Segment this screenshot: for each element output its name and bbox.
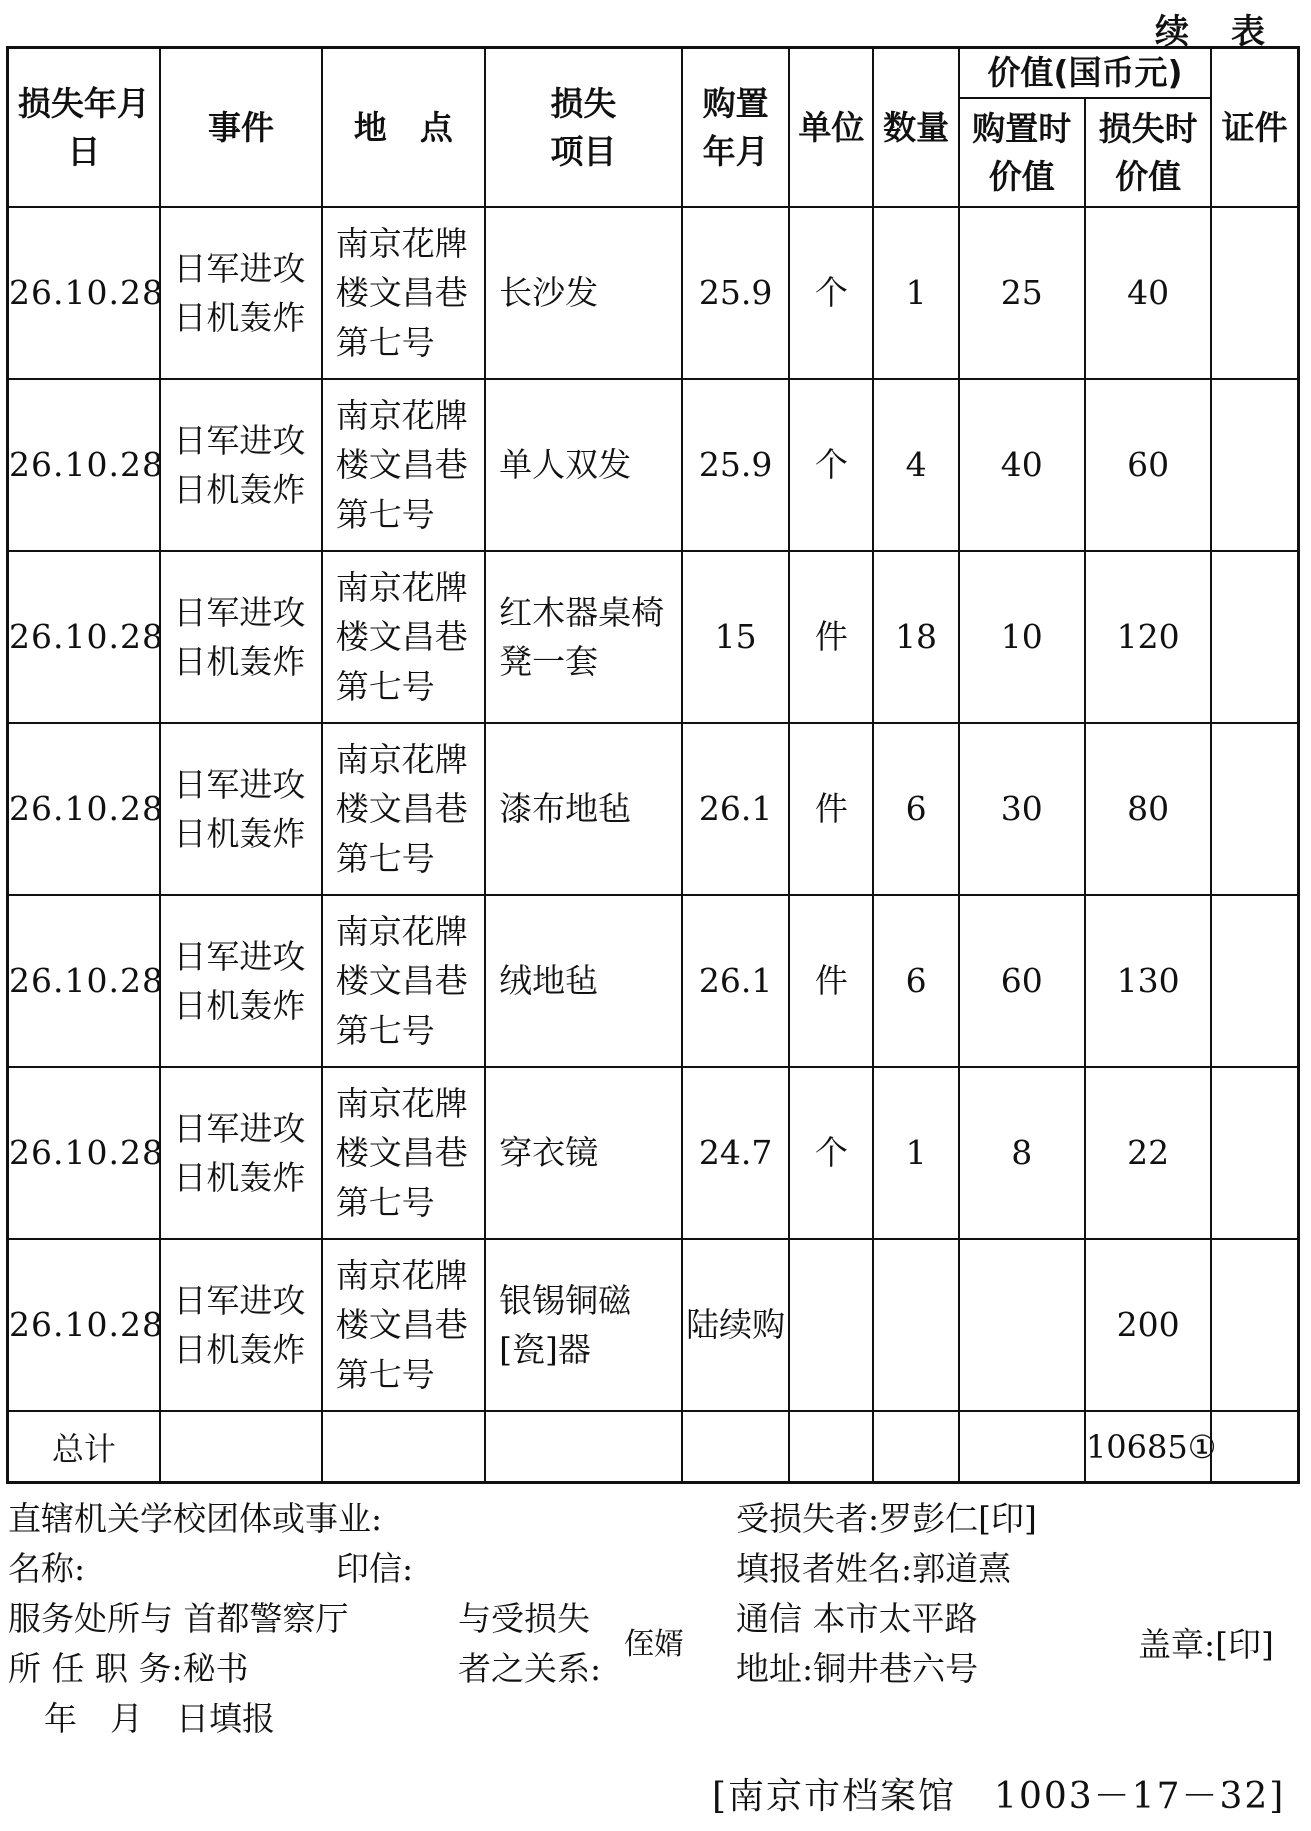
header-quantity: 数量 <box>873 48 958 208</box>
cell-certificate <box>1211 551 1298 723</box>
cell-value-purchase <box>959 207 1085 379</box>
cell-certificate <box>1211 207 1298 379</box>
cell-certificate <box>1211 1067 1298 1239</box>
org-label-line2: 名称: <box>8 1549 86 1588</box>
cell-item <box>485 895 682 1067</box>
cell-date-text: 26.10.28 <box>9 273 164 313</box>
cell-event <box>160 551 322 723</box>
cell-purchase-date-text: 24.7 <box>698 1133 773 1173</box>
cell-purchase-date-text: 15 <box>714 617 757 657</box>
cell-value-loss-text: 60 <box>1127 445 1170 485</box>
cell-item <box>485 1239 682 1411</box>
cell-value-purchase <box>959 1067 1085 1239</box>
loss-table <box>6 46 1300 1484</box>
cell-quantity-text: 6 <box>905 789 927 829</box>
cell-unit <box>789 1239 873 1411</box>
cell-place <box>322 1067 484 1239</box>
cell-certificate <box>1211 723 1298 895</box>
cell-place-text: 南京花牌楼文昌巷第七号 <box>335 1083 468 1222</box>
cell-purchase-date-text: 25.9 <box>698 445 773 485</box>
table-row <box>8 1239 1299 1411</box>
header-place: 地 点 <box>322 48 484 208</box>
table-row <box>8 895 1299 1067</box>
cell-value-loss <box>1085 723 1211 895</box>
table-row <box>8 379 1299 551</box>
cell-quantity <box>873 1239 958 1411</box>
cell-item-text: 单人双发 <box>499 445 632 485</box>
cell-date-text: 26.10.28 <box>9 617 164 657</box>
cell-place-text: 南京花牌楼文昌巷第七号 <box>335 911 468 1050</box>
address-line-2: 地址:铜井巷六号 <box>736 1649 979 1688</box>
total-value-loss: 10685① <box>1085 1411 1211 1483</box>
total-label: 总计 <box>8 1411 160 1483</box>
cell-certificate <box>1211 379 1298 551</box>
header-value-purchase-text: 购置时价值 <box>972 108 1072 196</box>
cell-unit <box>789 895 873 1067</box>
archive-reference: [南京市档案馆 1003－17－32] <box>712 1776 1286 1817</box>
cell-place-text: 南京花牌楼文昌巷第七号 <box>335 1255 468 1394</box>
cell-event-text: 日军进攻日机轰炸 <box>173 592 306 681</box>
address-line-1: 通信 本市太平路 <box>736 1599 978 1638</box>
total-empty-cell <box>873 1411 958 1483</box>
relation-label-1: 与受损失 <box>458 1599 590 1638</box>
header-purchase-date <box>682 48 789 208</box>
relation-value: 侄婿 <box>624 1627 684 1662</box>
cell-date-text: 26.10.28 <box>9 789 164 829</box>
cell-value-purchase <box>959 1239 1085 1411</box>
cell-event <box>160 895 322 1067</box>
cell-certificate <box>1211 1239 1298 1411</box>
cell-value-loss-text: 80 <box>1127 789 1170 829</box>
cell-item-text: 漆布地毡 <box>499 789 632 829</box>
cell-date <box>8 551 164 723</box>
cell-event <box>160 207 322 379</box>
cell-quantity-text: 4 <box>905 445 927 485</box>
header-value-group: 价值(国币元) <box>959 48 1212 99</box>
cell-value-purchase-text: 25 <box>1000 273 1043 313</box>
cell-quantity-text: 1 <box>905 1133 927 1173</box>
cell-unit <box>789 551 873 723</box>
cell-place <box>322 895 484 1067</box>
header-date-text: 损失年月日 <box>17 83 150 171</box>
total-empty-cell <box>789 1411 873 1483</box>
cell-place <box>322 207 484 379</box>
cell-quantity <box>873 551 958 723</box>
cell-value-loss <box>1085 207 1211 379</box>
table-row <box>8 551 1299 723</box>
header-purchase-date-text: 购置年月 <box>702 83 769 171</box>
total-row <box>8 1411 1299 1483</box>
victim-line: 受损失者:罗彭仁[印] <box>736 1499 1037 1538</box>
cell-date-text: 26.10.28 <box>9 1305 164 1345</box>
cell-value-loss <box>1085 1067 1211 1239</box>
cell-purchase-date-text: 25.9 <box>698 273 773 313</box>
cell-date <box>8 207 164 379</box>
total-empty-cell <box>485 1411 682 1483</box>
cell-value-loss <box>1085 551 1211 723</box>
reporter-line: 填报者姓名:郭道熹 <box>736 1549 1012 1588</box>
cell-value-purchase-text: 40 <box>1000 445 1043 485</box>
cell-purchase-date <box>682 551 789 723</box>
cell-date <box>8 379 164 551</box>
cell-unit <box>789 1067 873 1239</box>
cell-value-loss <box>1085 1239 1211 1411</box>
cell-purchase-date-text: 26.1 <box>698 789 773 829</box>
header-value-loss-text: 损失时价值 <box>1098 108 1198 196</box>
cell-place-text: 南京花牌楼文昌巷第七号 <box>335 567 468 706</box>
cell-event <box>160 723 322 895</box>
cell-value-purchase <box>959 551 1085 723</box>
total-empty-cell <box>160 1411 322 1483</box>
position-line: 所 任 职 务:秘书 <box>8 1649 249 1688</box>
cell-unit-text: 个 <box>814 273 848 313</box>
cell-value-purchase <box>959 895 1085 1067</box>
cell-place-text: 南京花牌楼文昌巷第七号 <box>335 739 468 878</box>
table-row <box>8 723 1299 895</box>
cell-date <box>8 895 164 1067</box>
cell-event <box>160 1067 322 1239</box>
cell-purchase-date <box>682 895 789 1067</box>
header-event: 事件 <box>160 48 322 208</box>
cell-item-text: 长沙发 <box>499 273 599 313</box>
cell-value-loss <box>1085 895 1211 1067</box>
cell-purchase-date <box>682 723 789 895</box>
cell-item-text: 银锡铜磁[瓷]器 <box>499 1280 632 1369</box>
cell-purchase-date-text: 26.1 <box>698 961 773 1001</box>
service-line: 服务处所与 首都警察厅 <box>8 1599 349 1638</box>
header-certificate: 证件 <box>1211 48 1298 208</box>
cell-quantity <box>873 379 958 551</box>
cell-event <box>160 379 322 551</box>
cell-place <box>322 1239 484 1411</box>
cell-place-text: 南京花牌楼文昌巷第七号 <box>335 395 468 534</box>
date-line: 年 月 日填报 <box>44 1699 275 1738</box>
total-empty-cell <box>959 1411 1085 1483</box>
cell-value-loss-text: 40 <box>1127 273 1170 313</box>
cell-value-purchase-text: 8 <box>1011 1133 1033 1173</box>
cell-event-text: 日军进攻日机轰炸 <box>173 248 306 337</box>
cell-quantity <box>873 723 958 895</box>
cell-item <box>485 379 682 551</box>
stamp-label: 盖章:[印] <box>1138 1625 1274 1664</box>
cell-value-loss-text: 120 <box>1116 617 1180 657</box>
cell-unit-text: 个 <box>814 445 848 485</box>
cell-event-text: 日军进攻日机轰炸 <box>173 764 306 853</box>
table-row <box>8 207 1299 379</box>
cell-unit-text: 个 <box>814 1133 848 1173</box>
cell-date-text: 26.10.28 <box>9 961 164 1001</box>
cell-unit <box>789 723 873 895</box>
header-item <box>485 48 682 208</box>
cell-purchase-date <box>682 1239 789 1411</box>
cell-item-text: 穿衣镜 <box>499 1133 599 1173</box>
header-value-loss <box>1085 98 1211 207</box>
cell-unit <box>789 379 873 551</box>
cell-item <box>485 1067 682 1239</box>
cell-quantity <box>873 1067 958 1239</box>
cell-value-loss <box>1085 379 1211 551</box>
cell-item <box>485 207 682 379</box>
cell-place-text: 南京花牌楼文昌巷第七号 <box>335 223 468 362</box>
header-item-text: 损失项目 <box>550 83 617 171</box>
cell-purchase-date-text: 陆续购 <box>686 1305 786 1345</box>
cell-event-text: 日军进攻日机轰炸 <box>173 420 306 509</box>
cell-event <box>160 1239 322 1411</box>
cell-date <box>8 723 164 895</box>
total-empty-cell <box>682 1411 789 1483</box>
cell-unit-text: 件 <box>814 961 848 1001</box>
cell-purchase-date <box>682 379 789 551</box>
cell-quantity-text: 6 <box>905 961 927 1001</box>
cell-unit <box>789 207 873 379</box>
header-unit: 单位 <box>789 48 873 208</box>
cell-value-purchase <box>959 379 1085 551</box>
org-label-line1: 直辖机关学校团体或事业: <box>8 1499 383 1538</box>
cell-place <box>322 551 484 723</box>
cell-date-text: 26.10.28 <box>9 445 164 485</box>
cell-value-loss-text: 130 <box>1116 961 1180 1001</box>
cell-item-text: 绒地毡 <box>499 961 599 1001</box>
cell-quantity <box>873 895 958 1067</box>
cell-value-purchase-text: 30 <box>1000 789 1043 829</box>
total-empty-cell <box>322 1411 484 1483</box>
cell-value-purchase-text: 60 <box>1000 961 1043 1001</box>
relation-label-2: 者之关系: <box>458 1649 602 1688</box>
cell-purchase-date <box>682 207 789 379</box>
table-row <box>8 1067 1299 1239</box>
cell-unit-text: 件 <box>814 617 848 657</box>
cell-unit-text: 件 <box>814 789 848 829</box>
cell-date <box>8 1067 164 1239</box>
seal-label: 印信: <box>336 1549 414 1588</box>
cell-place <box>322 379 484 551</box>
cell-value-purchase-text: 10 <box>1000 617 1043 657</box>
cell-item <box>485 551 682 723</box>
cell-quantity-text: 1 <box>905 273 927 313</box>
cell-value-purchase <box>959 723 1085 895</box>
cell-event-text: 日军进攻日机轰炸 <box>173 1108 306 1197</box>
cell-purchase-date <box>682 1067 789 1239</box>
cell-event-text: 日军进攻日机轰炸 <box>173 1280 306 1369</box>
cell-event-text: 日军进攻日机轰炸 <box>173 936 306 1025</box>
header-date <box>8 48 160 208</box>
cell-value-loss-text: 200 <box>1116 1305 1180 1345</box>
cell-quantity-text: 18 <box>895 617 938 657</box>
cell-date <box>8 1239 164 1411</box>
table-body <box>8 207 1299 1483</box>
cell-item-text: 红木器桌椅凳一套 <box>499 592 665 681</box>
cell-value-loss-text: 22 <box>1127 1133 1170 1173</box>
header-value-purchase <box>959 98 1085 207</box>
cell-quantity <box>873 207 958 379</box>
cell-place <box>322 723 484 895</box>
total-empty-cell <box>1211 1411 1298 1483</box>
cell-certificate <box>1211 895 1298 1067</box>
cell-date-text: 26.10.28 <box>9 1133 164 1173</box>
cell-item <box>485 723 682 895</box>
continued-label: 续 表 <box>1155 12 1269 52</box>
